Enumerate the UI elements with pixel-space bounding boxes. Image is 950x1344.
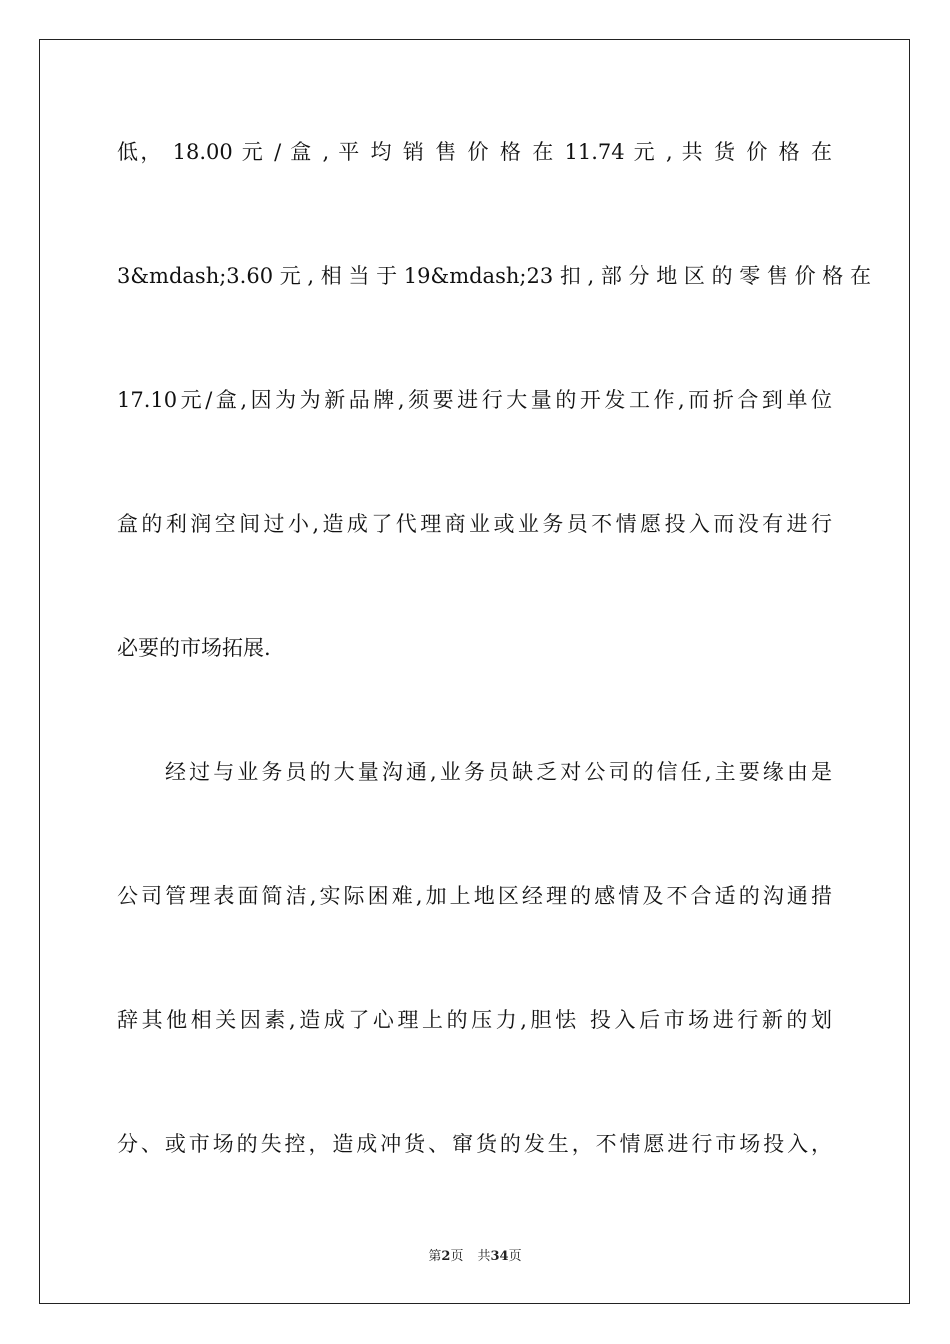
paragraph-2-line-1: 经过与业务员的大量沟通,业务员缺乏对公司的信任,主要缘由是	[165, 760, 832, 784]
total-suffix: 页	[508, 1249, 522, 1264]
text-line-1: 低， 18.00 元 / 盒 , 平 均 销 售 价 格 在 11.74 元 , 共 货 价 格 在	[117, 140, 832, 164]
total-pages: 34	[490, 1249, 509, 1264]
page-suffix: 页	[450, 1249, 464, 1264]
page-number: 2	[441, 1249, 451, 1264]
total-prefix: 共	[477, 1249, 491, 1264]
page-border	[39, 39, 910, 1304]
text-line-5: 必要的市场拓展.	[117, 636, 271, 660]
text-line-3: 17.10元/盒,因为为新品牌,须要进行大量的开发工作,而折合到单位	[117, 388, 832, 412]
page-footer	[0, 1248, 950, 1266]
text-line-4: 盒的利润空间过小,造成了代理商业或业务员不情愿投入而没有进行	[117, 512, 832, 536]
text-line-2: 3&mdash;3.60 元 , 相 当 于 19&mdash;23 扣 , 部 分 地 区 的 零 售 价 格 在	[117, 264, 871, 288]
paragraph-2-line-4: 分、或市场的失控，造成冲货、窜货的发生，不情愿进行市场投入，	[117, 1132, 832, 1156]
paragraph-2-line-2: 公司管理表面简洁,实际困难,加上地区经理的感情及不合适的沟通措	[117, 884, 832, 908]
page-prefix: 第	[428, 1249, 442, 1264]
paragraph-2-line-3: 辞其他相关因素,造成了心理上的压力,胆怯 投入后市场进行新的划	[117, 1008, 832, 1032]
